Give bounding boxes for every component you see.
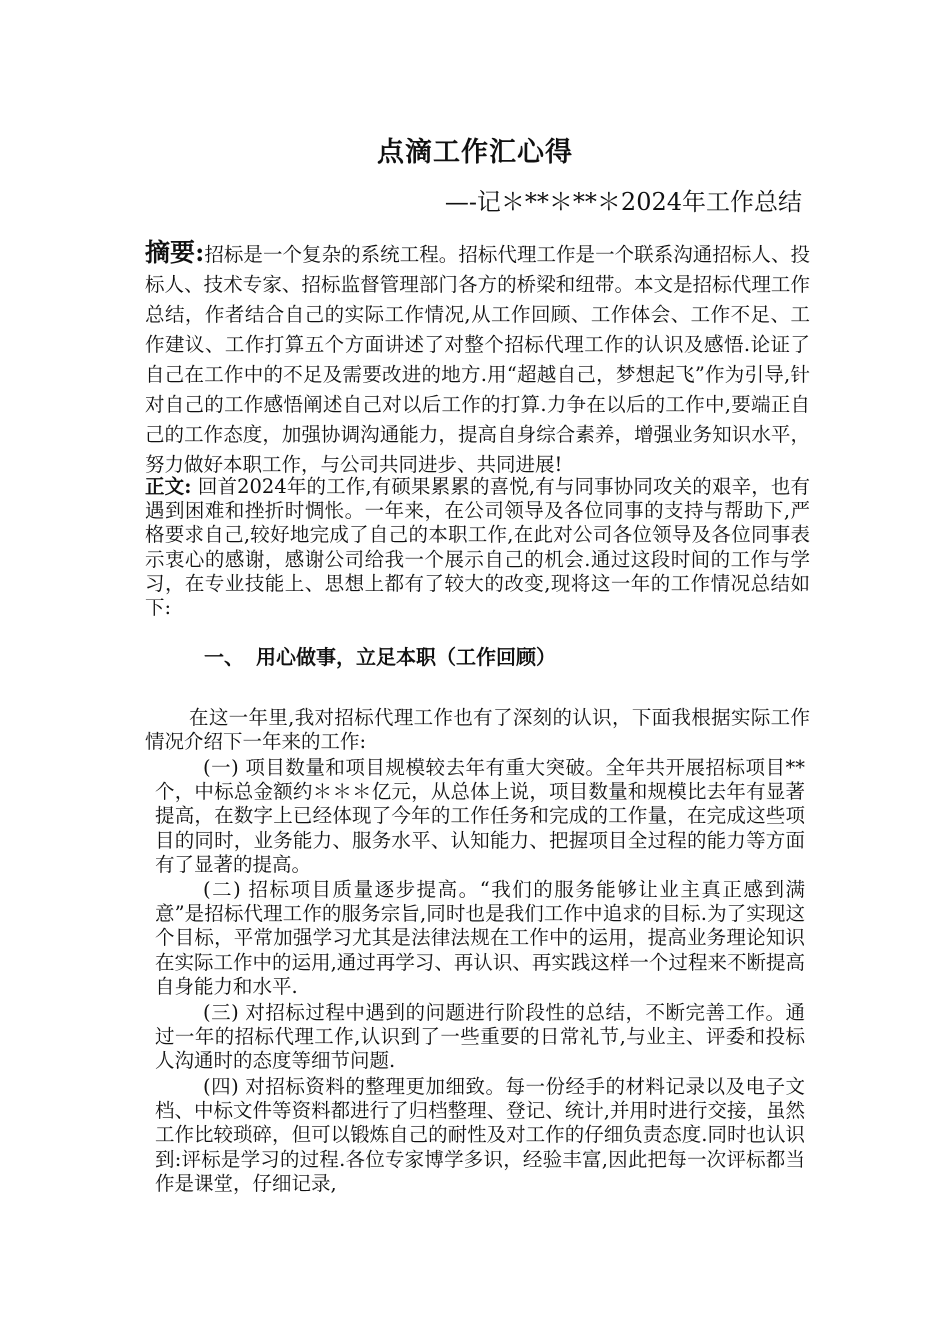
section-item-2: (二) 招标项目质量逐步提高。“我们的服务能够让业主真正感到满意”是招标代理工作的服务宗旨,同时也是我们工作中追求的目标.为了实现这个目标，平常加强学习尤其是法律法规在工作中的运用，提高业务理论知识在实际工作中的运用,通过再学习、再认识、再实践这样一个过程来不断提高自身能力和水平. [155, 878, 805, 998]
section-intro-paragraph: 在这一年里,我对招标代理工作也有了深刻的认识，下面我根据实际工作情况介绍下一年来的工作: [145, 706, 810, 754]
document-title: 点滴工作汇心得 [377, 137, 573, 168]
abstract-paragraph [145, 238, 810, 480]
main-text-label: 正文: [145, 475, 192, 498]
abstract-label: 摘要: [145, 238, 205, 267]
main-text-body: 回首2024年的工作,有硕果累累的喜悦,有与同事协同攻关的艰辛，也有遇到困难和挫折时惆怅。一年来，在公司领导及各位同事的支持与帮助下,严格要求自己,较好地完成了自己的本职工作,在此对公司各位领导及各位同事表示衷心的感谢，感谢公司给我一个展示自己的机会.通过这段时间的工作与学习，在专业技能上、思想上都有了较大的改变,现将这一年的工作情况总结如下: [145, 475, 810, 620]
abstract-text: 招标人、投标人、技术专家、招标监督管理部门各方的桥梁和纽带。本文是招标代理工作总结，作者结合自己的实际工作情况,从工作回顾、工作体会、工作不足、工作建议、工作打算五个方面讲述了对整个招标代理工作的认识及感悟.论证了自己在工作中的不足及需要改进的地方.用“超越自己，梦想起飞”作为引导,针对自己的工作感悟阐述自己对以后工作的打算.力争在以后的工作中,要端正自己的工作态度，加强协调沟通能力，提高自身综合素养，增强业务知识水平，努力做好本职工作，与公司共同进步、共同进展! [145, 243, 810, 476]
section-item-3: (三) 对招标过程中遇到的问题进行阶段性的总结，不断完善工作。通过一年的招标代理工作,认识到了一些重要的日常礼节,与业主、评委和投标人沟通时的态度等细节问题. [155, 1001, 805, 1073]
document-subtitle: —-记＊**＊**＊2024年工作总结 [444, 188, 802, 216]
abstract-text-first-line: 招标是一个复杂的系统工程。招标代理工作是一个联系沟通 [204, 243, 713, 266]
section-number: 一、 [204, 645, 244, 669]
section-item-4: (四) 对招标资料的整理更加细致。每一份经手的材料记录以及电子文档、中标文件等资料都进行了归档整理、登记、统计,并用时进行交接，虽然工作比较琐碎，但可以锻炼自己的耐性及对工作的仔细负责态度.同时也认识到:评标是学习的过程.各位专家博学多识，经验丰富,因此把每一次评标都当作是课堂，仔细记录, [155, 1075, 805, 1195]
section-heading-text: 用心做事，立足本职（工作回顾） [256, 645, 556, 669]
main-text-paragraph [145, 475, 810, 620]
section-heading [204, 641, 556, 670]
section-item-1: (一) 项目数量和项目规模较去年有重大突破。全年共开展招标项目**个，中标总金额约＊＊＊亿元，从总体上说，项目数量和规模比去年有显著提高，在数字上已经体现了今年的工作任务和完成的工作量，在完成这些项目的同时，业务能力、服务水平、认知能力、把握项目全过程的能力等方面有了显著的提高。 [155, 756, 805, 876]
